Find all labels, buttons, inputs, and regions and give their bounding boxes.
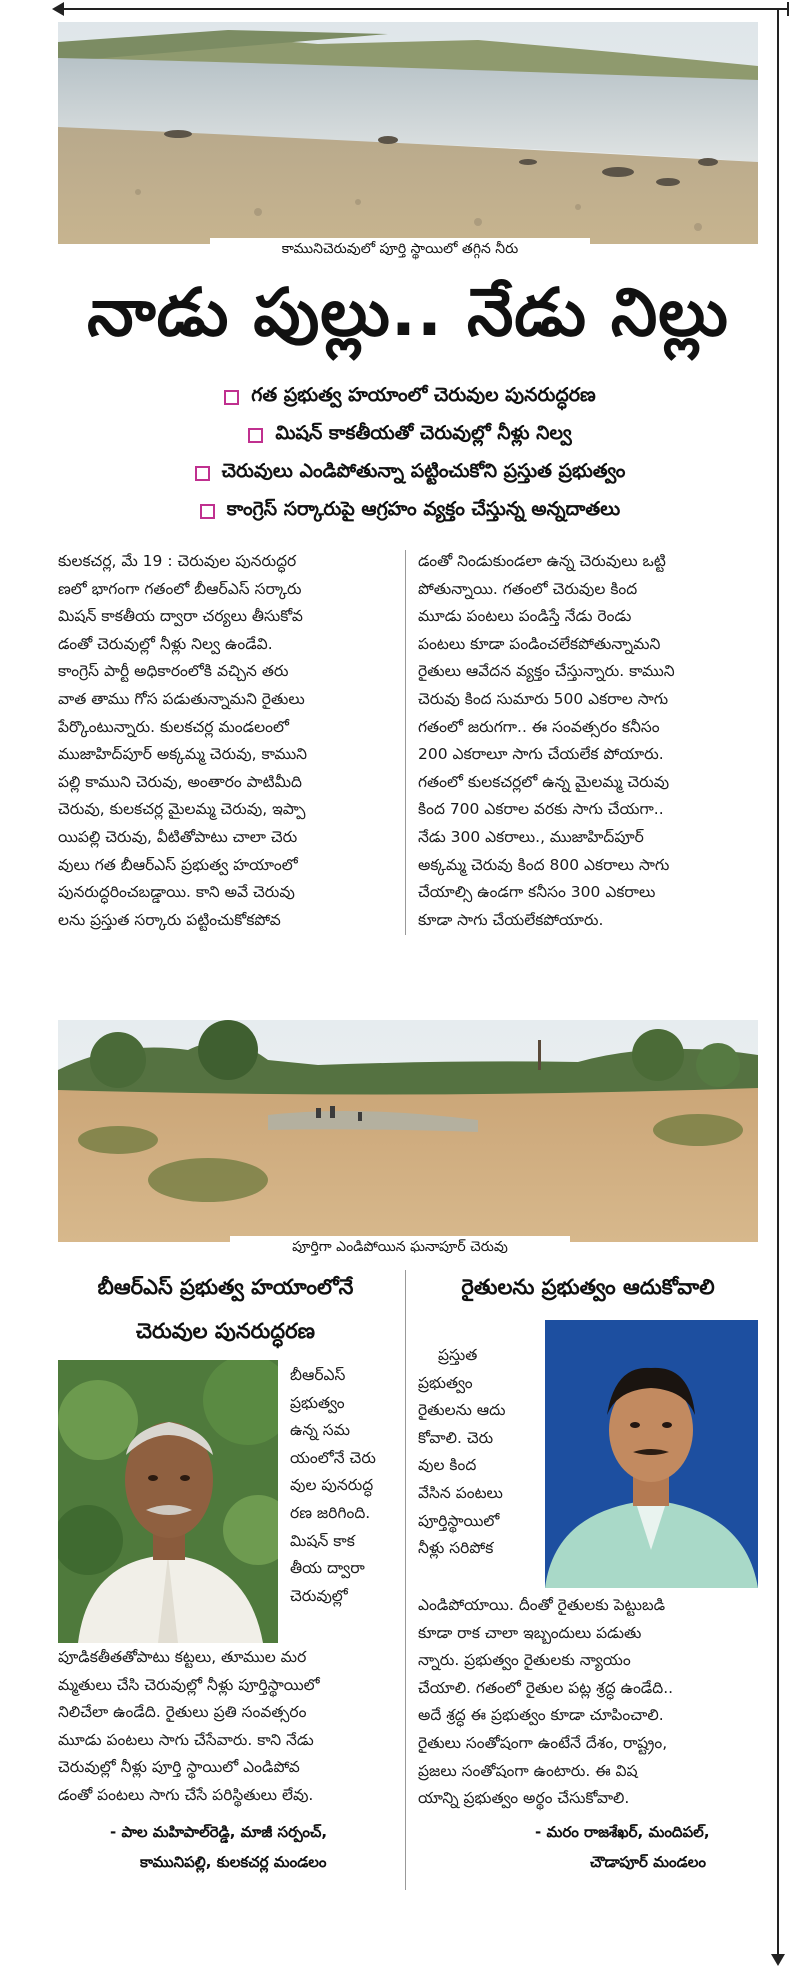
speaker-portrait-photo [545, 1320, 758, 1588]
right-box-side-text [418, 1342, 543, 1563]
text-line: కూడా సాగు చేయలేకపోయారు. [418, 910, 604, 929]
farmer-portrait-photo [58, 1360, 278, 1643]
text-line: ఉన్న సమ [290, 1421, 351, 1440]
text-line: పంటలు కూడా పండించలేకపోతున్నామని [418, 634, 661, 653]
text-line: యిపల్లి చెరువు, వీటితోపాటు చాలా చెరు [58, 827, 298, 846]
text-line: అక్కమ్మ చెరువు కింద 800 ఎకరాలు సాగు [418, 855, 670, 874]
text-line: చేయాలి. గతంలో రైతుల పట్ల శ్రద్ధ ఉండేది.. [418, 1678, 674, 1697]
bullet-item: మిషన్ కాకతీయతో చెరువుల్లో నీళ్లు నిల్వ [60, 416, 760, 454]
right-box-byline-2: చౌడాపూర్ మండలం [590, 1853, 706, 1871]
highlight-bullets [60, 378, 760, 530]
left-box-full-text [58, 1644, 398, 1810]
lake-photo [58, 22, 758, 244]
text-line: చెరువుల్లో [290, 1586, 348, 1605]
text-line: చెరువుల్లో నీళ్లు పూర్తి స్థాయిలో ఎండిపోవ [58, 1758, 300, 1777]
text-line: ముజాహిద్‌పూర్ అక్కమ్మ చెరువు, కాముని [58, 745, 308, 764]
text-line: మిషన్ కాకతీయ ద్వారా చర్యలు తీసుకోవ [58, 607, 303, 626]
square-bullet-icon [195, 466, 210, 481]
text-line: ప్రస్తుత [438, 1346, 478, 1364]
bullet-item: గత ప్రభుత్వ హయాంలో చెరువుల పునరుద్ధరణ [60, 378, 760, 416]
article-column-1 [58, 548, 393, 934]
text-line: కింద 700 ఎకరాల వరకు సాగు చేయగా.. [418, 800, 664, 819]
text-line: అదే శ్రద్ధ ఈ ప్రభుత్వం కూడా చూపించాలి. [418, 1706, 664, 1725]
text-line: ణలో భాగంగా గతంలో బీఆర్ఎస్ సర్కారు [58, 579, 302, 598]
text-line: కాంగ్రెస్ పార్టీ అధికారంలోకి వచ్చిన తరు [58, 662, 289, 681]
text-line: యాన్ని ప్రభుత్వం అర్థం చేసుకోవాలి. [418, 1789, 630, 1808]
text-line: ఎండిపోయాయి. దీంతో రైతులకు పెట్టుబడి [418, 1596, 666, 1614]
text-line: మూడు పంటలు పండిస్తే నేడు రెండు [418, 607, 632, 626]
text-line: పేర్కొంటున్నారు. కులకచర్ల మండలంలో [58, 717, 289, 736]
text-line: రణ జరిగింది. [290, 1503, 371, 1522]
bullet-item: కాంగ్రెస్ సర్కారుపై ఆగ్రహం వ్యక్తం చేస్తున్న అన్నదాతలు [60, 492, 760, 530]
left-box-side-text [290, 1362, 400, 1610]
right-arrow-rule [777, 8, 779, 1958]
text-line: ప్రభుత్వం [290, 1393, 345, 1412]
left-box-byline-1: - పాల మహిపాల్‌రెడ్డి, మాజీ సర్పంచ్, [110, 1823, 328, 1841]
text-line: ప్రభుత్వం [418, 1373, 473, 1392]
text-line: న్నారు. ప్రభుత్వం రైతులకు న్యాయం [418, 1651, 631, 1670]
left-box-byline-2: కామునిపల్లి, కులకచర్ల మండలం [140, 1853, 327, 1871]
text-line: డంతో చెరువుల్లో నీళ్లు నిల్వ ఉండేవి. [58, 634, 273, 653]
text-line: వుల పునరుద్ధ [290, 1476, 374, 1495]
left-box-heading-line1: బీఆర్ఎస్ ప్రభుత్వ హయాంలోనే [97, 1275, 354, 1299]
text-line: రైతులను ఆదు [418, 1401, 506, 1420]
text-line: 200 ఎకరాలూ సాగు చేయలేక పోయారు. [418, 745, 664, 764]
text-line: పల్లి కాముని చెరువు, అంతారం పాటిమీది [58, 772, 302, 791]
text-line: లను ప్రస్తుత సర్కారు పట్టించుకోకపోవ [58, 910, 281, 929]
column-divider [405, 550, 406, 935]
text-line: పునరుద్ధరించబడ్డాయి. కాని అవే చెరువు [58, 883, 295, 902]
text-line: నీళ్లు సరిపోక [418, 1539, 494, 1558]
text-line: కూడా రాక చాలా ఇబ్బందులు పడుతు [418, 1623, 642, 1642]
text-line: మూడు పంటలు సాగు చేసేవారు. కాని నేడు [58, 1730, 314, 1749]
text-line: ప్రజలు సంతోషంగా ఉంటారు. ఈ విష [418, 1761, 638, 1780]
right-box-byline-1: - మరం రాజశేఖర్, మందిపల్, [535, 1823, 710, 1841]
text-line: వేసిన పంటలు [418, 1483, 503, 1502]
bullet-item: చెరువులు ఎండిపోతున్నా పట్టించుకోని ప్రస్తుత ప్రభుత్వం [60, 454, 760, 492]
text-line: గతంలో కులకచర్లలో ఉన్న మైలమ్మ చెరువు [418, 772, 670, 791]
left-arrowhead-icon [52, 2, 64, 16]
left-box-heading-line2: చెరువుల పునరుద్ధరణ [136, 1319, 315, 1343]
text-line: చెరువు, కులకచర్ల మైలమ్మ చెరువు, ఇప్పా [58, 800, 306, 819]
text-line: రైతులు ఆవేదన వ్యక్తం చేస్తున్నారు. కాముని [418, 662, 675, 681]
headline: నాడు పుల్లు.. నేడు నిల్లు [87, 274, 729, 351]
text-line: చేయాల్సి ఉండగా కనీసం 300 ఎకరాలు [418, 883, 656, 902]
square-bullet-icon [248, 428, 263, 443]
article-column-2 [418, 548, 758, 934]
top-arrow-rule [62, 8, 787, 10]
text-line: వుల కింద [418, 1456, 477, 1475]
text-line: డంతో నిండుకుండలా ఉన్న చెరువులు ఒట్టి [418, 552, 666, 570]
right-box-heading: రైతులను ప్రభుత్వం ఆదుకోవాలి [461, 1275, 715, 1299]
text-line: కోవాలి. చెరు [418, 1428, 494, 1447]
text-line: గతంలో జరుగగా.. ఈ సంవత్సరం కనీసం [418, 717, 660, 736]
text-line: వులు గత బీఆర్ఎస్ ప్రభుత్వ హయాంలో [58, 855, 298, 874]
text-line: పూడికతీతతోపాటు కట్టలు, తూముల మర [58, 1648, 307, 1666]
square-bullet-icon [200, 504, 215, 519]
text-line: మ్మతులు చేసి చెరువుల్లో నీళ్లు పూర్తిస్థాయిలో [58, 1675, 320, 1694]
text-line: పూర్తిస్థాయిలో [418, 1511, 500, 1530]
text-line: కులకచర్ల, మే 19 : చెరువుల పునరుద్ధర [58, 552, 297, 570]
text-line: వాత తాము గోస పడుతున్నామని రైతులు [58, 689, 305, 708]
text-line: బీఆర్ఎస్ [290, 1366, 346, 1384]
top-photo-caption: కామునిచెరువులో పూర్తి స్థాయిలో తగ్గిన నీరు [210, 238, 590, 260]
text-line: తీయ ద్వారా [290, 1559, 365, 1578]
text-line: చెరువు కింద సుమారు 500 ఎకరాల సాగు [418, 689, 669, 708]
text-line: నిలిచేలా ఉండేది. రైతులు ప్రతి సంవత్సరం [58, 1703, 307, 1722]
dry-pond-photo [58, 1020, 758, 1242]
box-divider [405, 1270, 406, 1890]
middle-photo-caption: పూర్తిగా ఎండిపోయిన ఘనాపూర్ చెరువు [230, 1236, 570, 1258]
text-line: యంలోనే చెరు [290, 1448, 376, 1467]
text-line: మిషన్ కాక [290, 1531, 355, 1550]
square-bullet-icon [224, 390, 239, 405]
right-box-full-text [418, 1592, 758, 1813]
text-line: నేడు 300 ఎకరాలు., ముజాహిద్‌పూర్ [418, 827, 644, 846]
text-line: పోతున్నాయి. గతంలో చెరువుల కింద [418, 579, 638, 598]
text-line: డంతో పంటలు సాగు చేసే పరిస్థితులు లేవు. [58, 1785, 314, 1804]
text-line: రైతులు సంతోషంగా ఉంటేనే దేశం, రాష్ట్రం, [418, 1733, 668, 1752]
down-arrowhead-icon [771, 1954, 785, 1966]
